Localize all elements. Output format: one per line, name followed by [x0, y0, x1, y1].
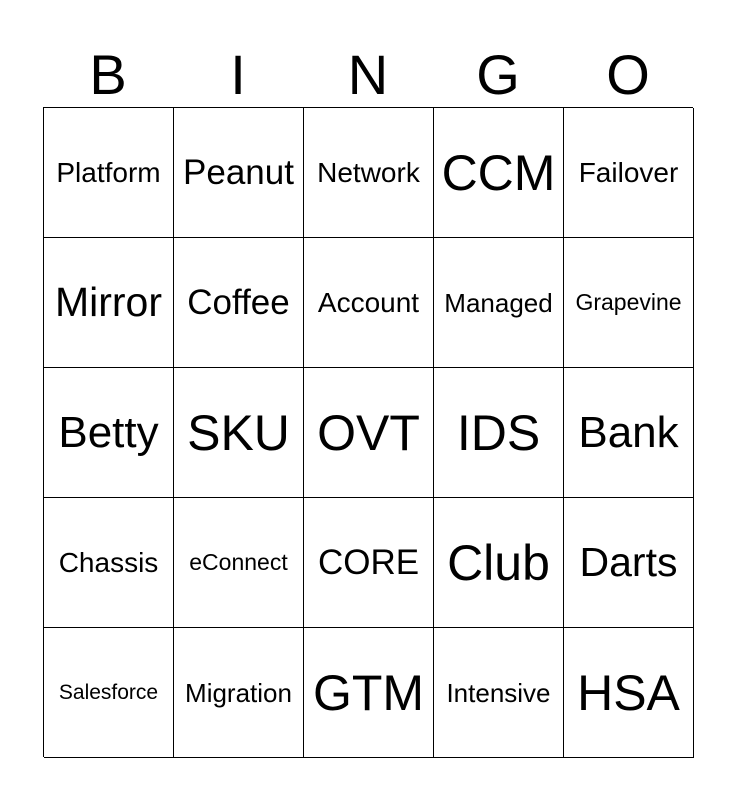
bingo-cell[interactable]: Network	[304, 108, 434, 238]
bingo-cell[interactable]: SKU	[174, 368, 304, 498]
bingo-grid	[43, 107, 693, 757]
bingo-cell[interactable]: Migration	[174, 628, 304, 758]
bingo-cell[interactable]: Coffee	[174, 238, 304, 368]
bingo-cell[interactable]: HSA	[564, 628, 694, 758]
bingo-header	[43, 44, 693, 106]
bingo-cell[interactable]: Intensive	[434, 628, 564, 758]
bingo-cell[interactable]: IDS	[434, 368, 564, 498]
bingo-cell[interactable]: Salesforce	[44, 628, 174, 758]
bingo-cell[interactable]: Account	[304, 238, 434, 368]
bingo-cell[interactable]: Mirror	[44, 238, 174, 368]
bingo-cell[interactable]: GTM	[304, 628, 434, 758]
header-letter-b: B	[89, 43, 127, 106]
header-letter-g: G	[476, 43, 520, 106]
bingo-cell[interactable]: Bank	[564, 368, 694, 498]
bingo-cell[interactable]: Club	[434, 498, 564, 628]
bingo-cell[interactable]: Managed	[434, 238, 564, 368]
bingo-cell[interactable]: Peanut	[174, 108, 304, 238]
bingo-cell[interactable]: eConnect	[174, 498, 304, 628]
header-letter-i: I	[230, 43, 246, 106]
bingo-cell[interactable]: Chassis	[44, 498, 174, 628]
bingo-cell[interactable]: Grapevine	[564, 238, 694, 368]
bingo-cell[interactable]: Platform	[44, 108, 174, 238]
bingo-cell[interactable]: Darts	[564, 498, 694, 628]
bingo-cell[interactable]: OVT	[304, 368, 434, 498]
header-letter-n: N	[347, 43, 389, 106]
bingo-cell[interactable]: Betty	[44, 368, 174, 498]
bingo-cell[interactable]: CORE	[304, 498, 434, 628]
bingo-cell[interactable]: CCM	[434, 108, 564, 238]
bingo-cell[interactable]: Failover	[564, 108, 694, 238]
header-letter-o: O	[606, 43, 650, 106]
